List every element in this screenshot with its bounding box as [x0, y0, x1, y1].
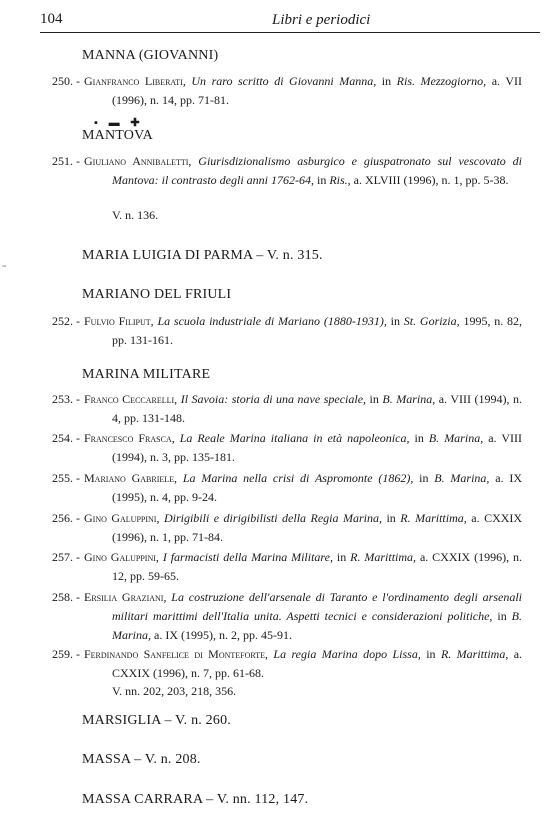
entry-title: La scuola industriale di Mariano (1880-1931), — [157, 314, 387, 328]
bibliography-entry: 251. - Giuliano Annibaletti, Giurisdizionalismo asburgico e giuspatronato sul vescovato di Mantova: il contrasto degli anni 1762-64, in Ris., a. XLVIII (1996), n. 1, pp. 5-38. — [52, 154, 522, 187]
heading-reference: – V. n. 208. — [130, 752, 201, 767]
section-heading: MARIANO DEL FRIULI — [82, 287, 232, 302]
entry-number: 257. - — [52, 550, 80, 564]
entry-journal: R. Marittima, — [350, 550, 417, 564]
entry-journal: St. Gorizia, — [403, 314, 460, 328]
entry-journal: R. Marittima, — [440, 647, 509, 661]
bibliography-entry: 253. - Franco Ceccarelli, Il Savoia: storia di una nave speciale, in B. Marina, a. VIII (1994), n. 4, pp. 131-148. — [52, 392, 523, 425]
entry-title: La Reale Marina italiana in età napoleonica, — [179, 431, 410, 445]
entry-journal: B. Marina, — [382, 392, 436, 406]
entry-details: a. VIII (1994), n. 4, pp. 131-148. — [112, 392, 523, 425]
entry-title: La regia Marina dopo Lissa, — [273, 647, 421, 661]
entry-details: a. VIII (1994), n. 3, pp. 135-181. — [112, 431, 522, 464]
entry-title: Giurisdizionalismo asburgico e giuspatronato sul vescovato di Mantova: il contrasto degli anni 1762-64, — [112, 154, 522, 187]
bibliography-entry: 254. - Francesco Frasca, La Reale Marina italiana in età napoleonica, in B. Marina, a. VIII (1994), n. 3, pp. 135-181. — [52, 431, 522, 464]
section-heading: MASSA – V. n. 208. — [82, 752, 201, 767]
entry-journal: B. Marina, — [428, 431, 484, 445]
entry-title: La Marina nella crisi di Aspromonte (1862), — [182, 471, 414, 485]
bibliography-entry: 259. - Ferdinando Sanfelice di Monteforte, La regia Marina dopo Lissa, in R. Marittima, a. CXXIX (1996), n. 7, pp. 61-68. — [52, 647, 523, 680]
entry-author: Giuliano Annibaletti, — [84, 154, 192, 168]
heading-reference: – V. n. 315. — [252, 248, 323, 263]
entry-author: Fulvio Filiput, — [84, 314, 154, 328]
header-rule — [40, 32, 540, 33]
cross-reference: V. n. 136. — [112, 208, 159, 222]
page-header — [40, 8, 540, 32]
section-heading: MARINA MILITARE — [82, 367, 211, 382]
entry-number: 251. - — [52, 154, 80, 168]
entry-details: a. CXXIX (1996), n. 1, pp. 71-84. — [112, 511, 523, 544]
entry-title: Il Savoia: storia di una nave speciale, — [180, 392, 367, 406]
section-heading: MARIA LUIGIA DI PARMA – V. n. 315. — [82, 248, 323, 263]
entry-author: Mariano Gabriele, — [84, 471, 178, 485]
cross-reference: V. nn. 202, 203, 218, 356. — [112, 684, 237, 698]
entry-details: a. XLVIII (1996), n. 1, pp. 5-38. — [353, 173, 509, 187]
section-heading: MASSA CARRARA – V. nn. 112, 147. — [82, 792, 309, 807]
page-number: 104 — [40, 11, 63, 27]
entry-number: 256. - — [52, 511, 80, 525]
entry-author: Gianfranco Liberati, — [84, 74, 186, 88]
entry-author: Ersilia Graziani, — [84, 590, 167, 604]
bibliography-entry: 250. - Gianfranco Liberati, Un raro scritto di Giovanni Manna, in Ris. Mezzogiorno, a. VII (1996), n. 14, pp. 71-81. — [52, 74, 523, 107]
entry-details: 1995, n. 82, pp. 131-161. — [112, 314, 523, 347]
entry-number: 255. - — [52, 471, 80, 485]
entry-journal: R. Marittima, — [400, 511, 467, 525]
entry-journal: B. Marina, — [112, 609, 522, 642]
entry-number: 250. - — [52, 74, 80, 88]
entry-details: a. IX (1995), n. 4, pp. 9-24. — [112, 471, 523, 504]
entry-number: 254. - — [52, 431, 80, 445]
entry-author: Francesco Frasca, — [84, 431, 175, 445]
bibliography-entry: 257. - Gino Galuppini, I farmacisti della Marina Militare, in R. Marittima, a. CXXIX (1996), n. 12, pp. 59-65. — [52, 550, 522, 583]
entry-title: La costruzione dell'arsenale di Taranto e l'ordinamento degli arsenali militari marittimi dell'Italia unita. Aspetti tecnici e considerazioni politiche, — [112, 590, 522, 623]
entry-author: Ferdinando Sanfelice di Monteforte, — [84, 647, 268, 661]
entry-title: I farmacisti della Marina Militare, — [162, 550, 333, 564]
heading-reference: – V. nn. 112, 147. — [202, 792, 309, 807]
entry-number: 253. - — [52, 392, 80, 406]
section-heading: MANNA (GIOVANNI) — [82, 48, 219, 63]
section-heading: MARSIGLIA – V. n. 260. — [82, 713, 231, 728]
entry-journal: Ris., — [329, 173, 351, 187]
entry-journal: Ris. Mezzogiorno, — [396, 74, 487, 88]
heading-reference: – V. n. 260. — [160, 713, 231, 728]
printer-ornament: ▪ ▬ ✚ — [94, 117, 144, 129]
section-heading: MANTOVA — [82, 128, 153, 143]
entry-number: 252. - — [52, 314, 80, 328]
entry-author: Gino Galuppini, — [84, 511, 160, 525]
bibliography-entry: 258. - Ersilia Graziani, La costruzione dell'arsenale di Taranto e l'ordinamento degli arsenali militari marittimi dell'Italia unita. Aspetti tecnici e considerazioni politiche, in B. Marina, a. IX (1995), n. 2, pp. 45-91. — [52, 590, 522, 642]
entry-details: a. VII (1996), n. 14, pp. 71-81. — [112, 74, 523, 107]
bibliography-entry: 252. - Fulvio Filiput, La scuola industriale di Mariano (1880-1931), in St. Gorizia, 1995, n. 82, pp. 131-161. — [52, 314, 523, 347]
entry-details: a. CXXIX (1996), n. 12, pp. 59-65. — [112, 550, 522, 583]
entry-journal: B. Marina, — [434, 471, 490, 485]
bibliography-entry: 256. - Gino Galuppini, Dirigibili e dirigibilisti della Regia Marina, in R. Marittima, a. CXXIX (1996), n. 1, pp. 71-84. — [52, 511, 523, 544]
entry-title: Un raro scritto di Giovanni Manna, — [191, 74, 377, 88]
entry-number: 259. - — [52, 647, 80, 661]
running-title: Libri e periodici — [272, 12, 371, 28]
entry-title: Dirigibili e dirigibilisti della Regia Marina, — [163, 511, 382, 525]
entry-author: Franco Ceccarelli, — [84, 392, 178, 406]
margin-tick: = — [2, 262, 7, 271]
entry-details: a. IX (1995), n. 2, pp. 45-91. — [154, 628, 292, 642]
bibliography-entry: 255. - Mariano Gabriele, La Marina nella crisi di Aspromonte (1862), in B. Marina, a. IX (1995), n. 4, pp. 9-24. — [52, 471, 523, 504]
entry-author: Gino Galuppini, — [84, 550, 159, 564]
entry-number: 258. - — [52, 590, 80, 604]
entry-details: a. CXXIX (1996), n. 7, pp. 61-68. — [112, 647, 523, 680]
